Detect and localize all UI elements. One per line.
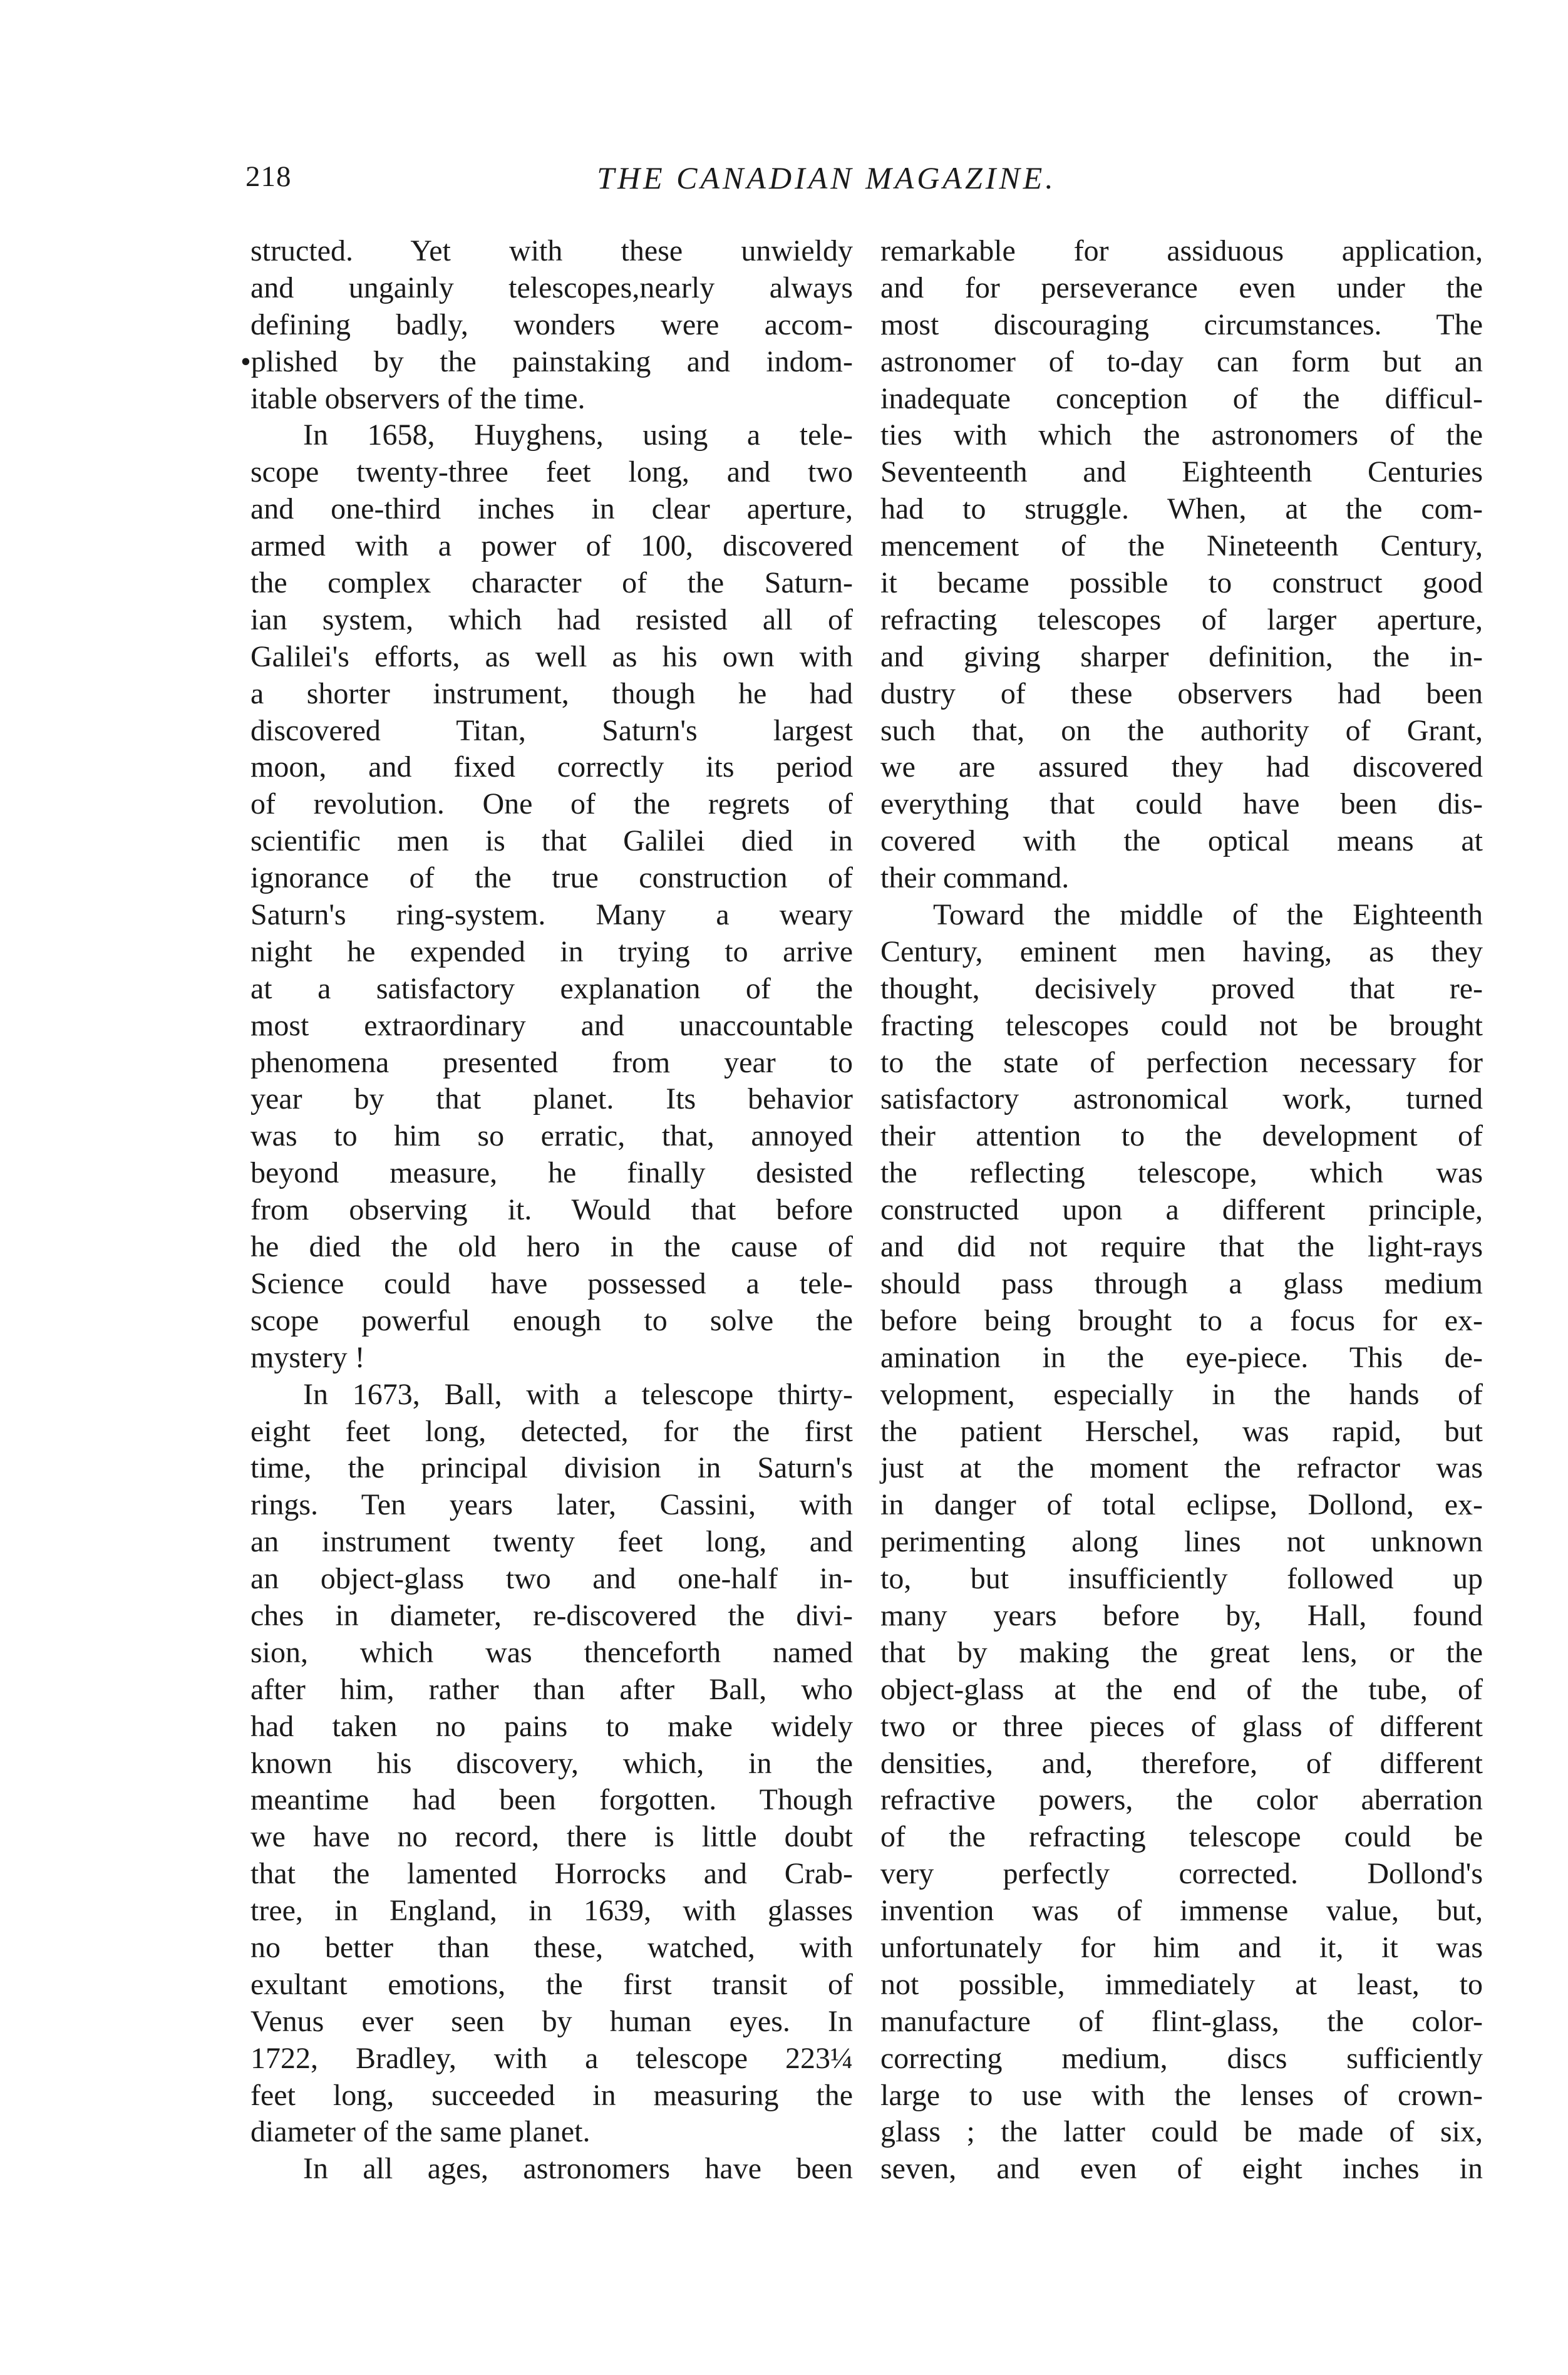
text-line: In all ages, astronomers have been bbox=[303, 2152, 853, 2186]
text-line: refracting telescopes of larger aperture, bbox=[880, 603, 1483, 636]
text-line: from observing it. Would that before bbox=[250, 1193, 853, 1227]
text-line: scientific men is that Galilei died in bbox=[250, 824, 853, 858]
text-line: an object-glass two and one-half in- bbox=[250, 1562, 853, 1596]
text-line: In 1673, Ball, with a telescope thirty- bbox=[303, 1377, 853, 1411]
text-line: many years before by, Hall, found bbox=[880, 1598, 1483, 1632]
text-line: to, but insufficiently followed up bbox=[880, 1562, 1483, 1596]
running-title: THE CANADIAN MAGAZINE. bbox=[597, 160, 1056, 195]
text-line: night he expended in trying to arrive bbox=[250, 934, 853, 968]
text-line: we have no record, there is little doubt bbox=[250, 1820, 853, 1854]
text-line: scope twenty-three feet long, and two bbox=[250, 455, 853, 489]
text-line: mystery ! bbox=[250, 1340, 365, 1374]
text-line: that the lamented Horrocks and Crab- bbox=[250, 1857, 853, 1891]
text-line: eight feet long, detected, for the first bbox=[250, 1414, 853, 1448]
text-line: and ungainly telescopes,nearly always bbox=[250, 271, 853, 304]
text-line: feet long, succeeded in measuring the bbox=[250, 2078, 853, 2112]
text-line: Saturn's ring-system. Many a weary bbox=[250, 898, 853, 932]
text-line: and did not require that the light-rays bbox=[880, 1230, 1483, 1264]
text-line: Science could have possessed a tele- bbox=[250, 1266, 853, 1300]
text-line: the reflecting telescope, which was bbox=[880, 1156, 1483, 1190]
text-line: two or three pieces of glass of different bbox=[880, 1709, 1483, 1743]
text-line: scope powerful enough to solve the bbox=[250, 1303, 853, 1337]
text-line: armed with a power of 100, discovered bbox=[250, 529, 853, 563]
text-line: Toward the middle of the Eighteenth bbox=[933, 898, 1483, 932]
text-line: and for perseverance even under the bbox=[880, 271, 1483, 304]
text-line: most extraordinary and unaccountable bbox=[250, 1008, 853, 1042]
text-line: defining badly, wonders were accom- bbox=[250, 308, 853, 341]
text-line: Venus ever seen by human eyes. In bbox=[250, 2004, 853, 2038]
text-line: before being brought to a focus for ex- bbox=[880, 1303, 1483, 1337]
text-line: itable observers of the time. bbox=[250, 381, 585, 415]
text-line: phenomena presented from year to bbox=[250, 1045, 853, 1079]
text-line: dustry of these observers had been bbox=[880, 676, 1483, 710]
text-line: large to use with the lenses of crown- bbox=[880, 2078, 1483, 2112]
text-line: had to struggle. When, at the com- bbox=[880, 492, 1483, 526]
text-line: exultant emotions, the first transit of bbox=[250, 1967, 853, 2001]
text-line: satisfactory astronomical work, turned bbox=[880, 1082, 1483, 1116]
text-line: and one-third inches in clear aperture, bbox=[250, 492, 853, 526]
text-line: object-glass at the end of the tube, of bbox=[880, 1672, 1483, 1706]
text-line: moon, and fixed correctly its period bbox=[250, 750, 853, 784]
text-line: correcting medium, discs sufficiently bbox=[880, 2041, 1483, 2075]
text-line: remarkable for assiduous application, bbox=[880, 234, 1483, 267]
text-line: amination in the eye-piece. This de- bbox=[880, 1340, 1483, 1374]
text-line: thought, decisively proved that re- bbox=[880, 971, 1483, 1005]
text-line: it became possible to construct good bbox=[880, 566, 1483, 600]
text-line: we are assured they had discovered bbox=[880, 750, 1483, 784]
text-line: year by that planet. Its behavior bbox=[250, 1082, 853, 1116]
text-line: time, the principal division in Saturn's bbox=[250, 1451, 853, 1485]
text-line: an instrument twenty feet long, and bbox=[250, 1525, 853, 1559]
text-line: beyond measure, he finally desisted bbox=[250, 1156, 853, 1190]
text-line: sion, which was thenceforth named bbox=[250, 1635, 853, 1669]
text-line: seven, and even of eight inches in bbox=[880, 2152, 1483, 2186]
text-line: diameter of the same planet. bbox=[250, 2115, 591, 2149]
text-line: In 1658, Huyghens, using a tele- bbox=[303, 418, 853, 452]
left-column bbox=[240, 233, 853, 2188]
text-line: unfortunately for him and it, it was bbox=[880, 1930, 1483, 1964]
text-line: their attention to the development of bbox=[880, 1119, 1483, 1153]
text-line: covered with the optical means at bbox=[880, 824, 1483, 858]
text-line: should pass through a glass medium bbox=[880, 1266, 1483, 1300]
text-line: was to him so erratic, that, annoyed bbox=[250, 1119, 853, 1153]
text-line: manufacture of flint-glass, the color- bbox=[880, 2004, 1483, 2038]
text-line: known his discovery, which, in the bbox=[250, 1746, 853, 1780]
text-line: densities, and, therefore, of different bbox=[880, 1746, 1483, 1780]
text-line: •plished by the painstaking and indom- bbox=[240, 344, 853, 378]
text-line: after him, rather than after Ball, who bbox=[250, 1672, 853, 1706]
text-line: and giving sharper definition, the in- bbox=[880, 639, 1483, 673]
text-line: ties with which the astronomers of the bbox=[880, 418, 1483, 452]
text-line: Century, eminent men having, as they bbox=[880, 934, 1483, 968]
text-line: refractive powers, the color aberration bbox=[880, 1783, 1483, 1817]
text-line: such that, on the authority of Grant, bbox=[880, 713, 1483, 747]
text-line: ignorance of the true construction of bbox=[250, 861, 853, 895]
text-line: most discouraging circumstances. The bbox=[880, 308, 1483, 341]
text-line: mencement of the Nineteenth Century, bbox=[880, 529, 1483, 563]
text-line: just at the moment the refractor was bbox=[880, 1451, 1483, 1485]
text-line: rings. Ten years later, Cassini, with bbox=[250, 1488, 853, 1522]
text-line: velopment, especially in the hands of bbox=[880, 1377, 1483, 1411]
page-number: 218 bbox=[245, 160, 292, 193]
text-line: inadequate conception of the difficul- bbox=[880, 381, 1483, 415]
text-line: at a satisfactory explanation of the bbox=[250, 971, 853, 1005]
text-line: 1722, Bradley, with a telescope 223¼ bbox=[250, 2041, 853, 2075]
text-line: Seventeenth and Eighteenth Centuries bbox=[880, 455, 1483, 489]
text-line: invention was of immense value, but, bbox=[880, 1894, 1483, 1928]
text-line: Galilei's efforts, as well as his own with bbox=[250, 639, 853, 673]
text-line: of the refracting telescope could be bbox=[880, 1820, 1483, 1854]
text-line: constructed upon a different principle, bbox=[880, 1193, 1483, 1227]
text-line: meantime had been forgotten. Though bbox=[250, 1783, 853, 1817]
text-line: structed. Yet with these unwieldy bbox=[250, 234, 853, 267]
text-line: tree, in England, in 1639, with glasses bbox=[250, 1894, 853, 1928]
text-line: the complex character of the Saturn- bbox=[250, 566, 853, 600]
text-line: everything that could have been dis- bbox=[880, 787, 1483, 821]
text-line: ches in diameter, re-discovered the divi- bbox=[250, 1598, 853, 1632]
text-line: to the state of perfection necessary for bbox=[880, 1045, 1483, 1079]
text-line: had taken no pains to make widely bbox=[250, 1709, 853, 1743]
text-line: that by making the great lens, or the bbox=[880, 1635, 1483, 1669]
text-line: discovered Titan, Saturn's largest bbox=[250, 713, 853, 747]
text-line: he died the old hero in the cause of bbox=[250, 1230, 853, 1264]
text-line: astronomer of to-day can form but an bbox=[880, 344, 1483, 378]
text-line: a shorter instrument, though he had bbox=[250, 676, 853, 710]
text-line: in danger of total eclipse, Dollond, ex- bbox=[880, 1488, 1483, 1522]
text-line: no better than these, watched, with bbox=[250, 1930, 853, 1964]
right-column bbox=[880, 233, 1483, 2188]
text-line: of revolution. One of the regrets of bbox=[250, 787, 853, 821]
text-line: glass ; the latter could be made of six, bbox=[880, 2115, 1483, 2149]
text-line: fracting telescopes could not be brought bbox=[880, 1008, 1483, 1042]
text-line: ian system, which had resisted all of bbox=[250, 603, 853, 636]
text-line: not possible, immediately at least, to bbox=[880, 1967, 1483, 2001]
text-line: perimenting along lines not unknown bbox=[880, 1525, 1483, 1559]
text-line: very perfectly corrected. Dollond's bbox=[880, 1857, 1483, 1891]
text-line: the patient Herschel, was rapid, but bbox=[880, 1414, 1483, 1448]
text-line: their command. bbox=[880, 861, 1070, 895]
